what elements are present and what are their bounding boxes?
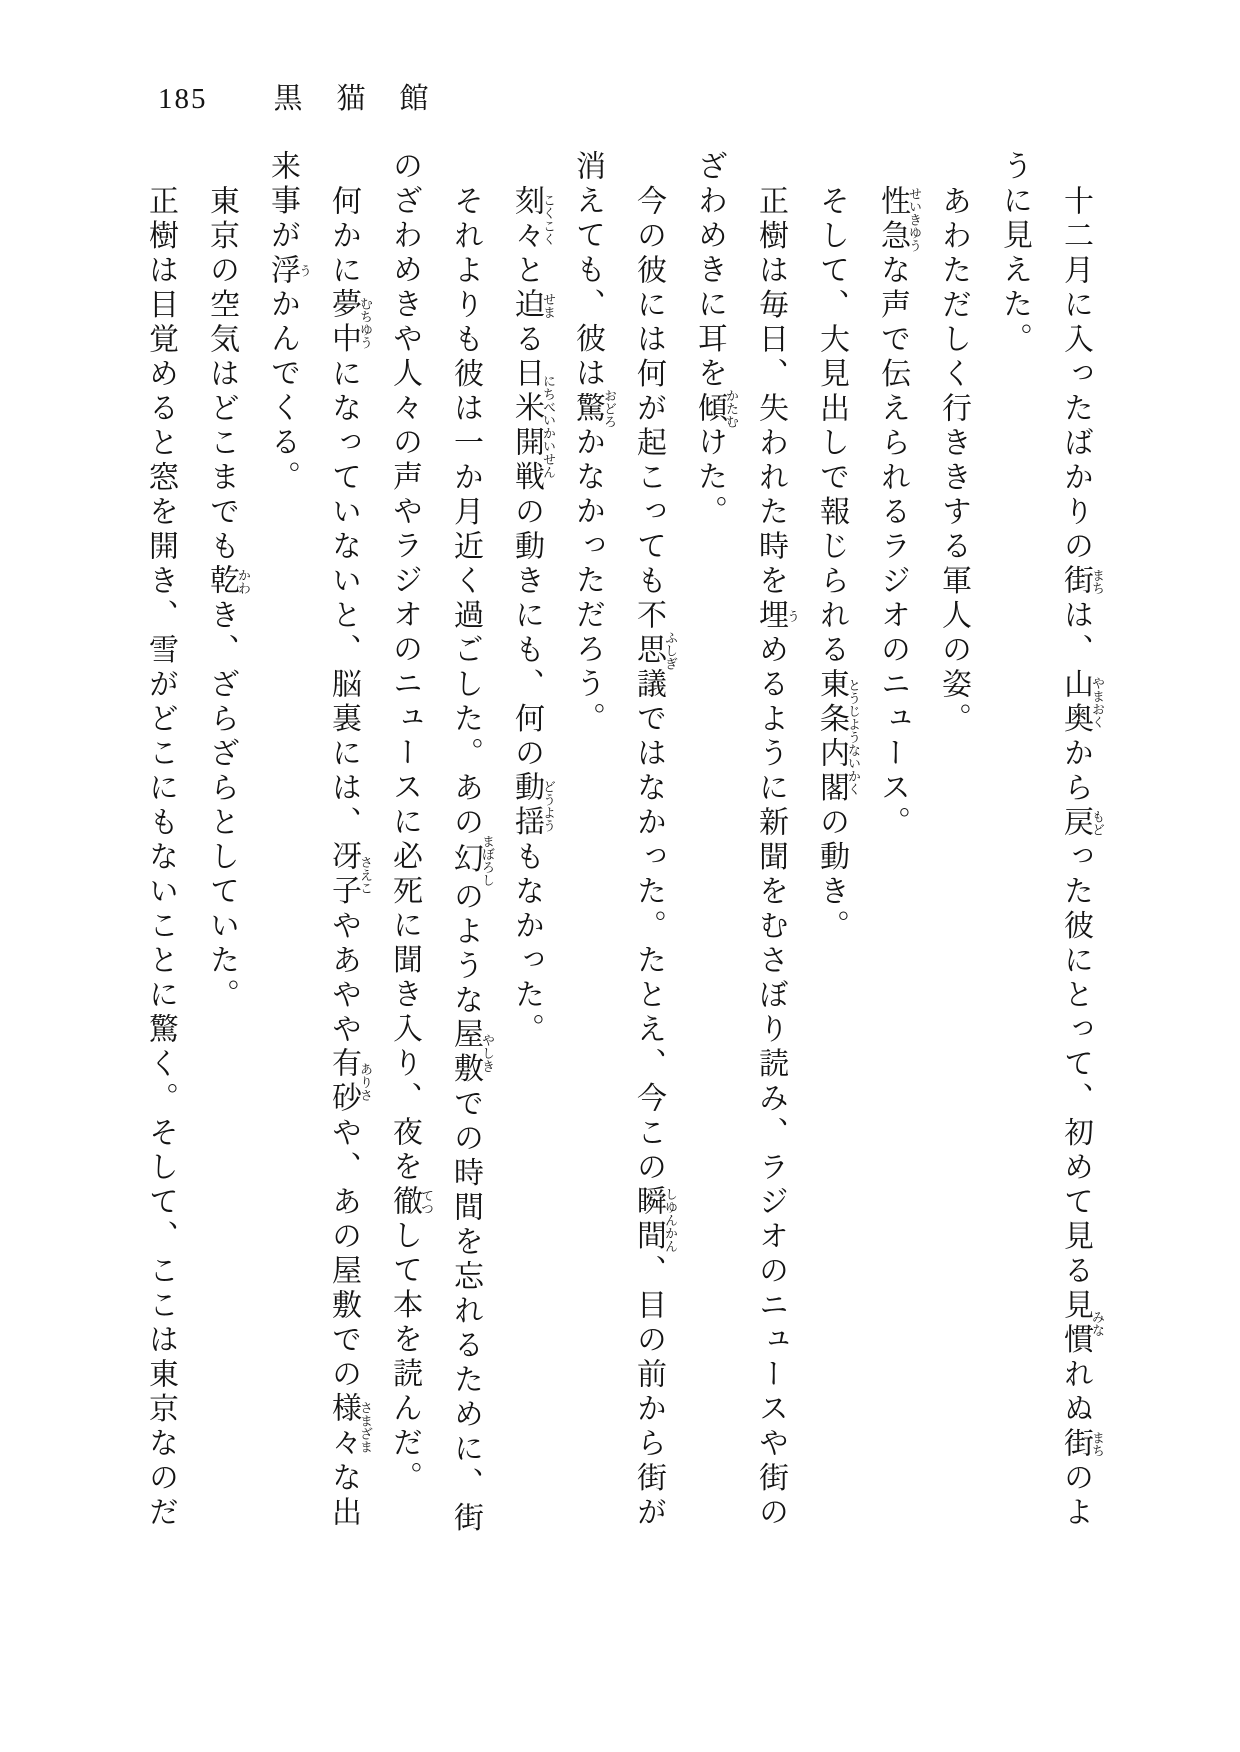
ruby-annotated-word: 東条内閣とうじようないかく — [815, 667, 861, 806]
text-line: うに見えた。 — [998, 150, 1031, 357]
text-line: あわただしく行ききする軍人の姿。 — [937, 184, 970, 737]
ruby-annotated-word: 見慣みな — [1059, 1288, 1105, 1358]
running-header — [158, 82, 463, 116]
text-line: 刻々こくこくと迫せまる日米開戦にちべいかいせんの動きにも、何の動揺どうようもなかった。 — [510, 184, 556, 1047]
ruby-annotated-word: 乾かわ — [205, 564, 251, 599]
ruby-annotated-word: 埋う — [754, 598, 800, 633]
ruby-annotated-word: 刻々こくこく — [510, 184, 556, 254]
ruby-annotated-word: 街まち — [1059, 564, 1105, 599]
ruby-annotated-word: 幻まぼろし — [449, 834, 495, 886]
ruby-annotated-word: 傾かたむ — [693, 389, 739, 429]
text-line: 十二月に入ったばかりの街まちは、山奥やまおくから戻もどった彼にとって、初めて見る見慣みなれぬ街まちのよ — [1059, 184, 1105, 1530]
text-line: 東京の空気はどこまでも乾かわき、ざらざらとしていた。 — [205, 184, 251, 1013]
page-number: 185 — [158, 83, 208, 115]
text-line: 何かに夢中むちゆうになっていないと、脳裏には、冴子さえこやあやや有砂ありさや、あの屋敷での様々さまざまな出 — [327, 184, 373, 1530]
ruby-annotated-word: 様々さまざま — [327, 1392, 373, 1461]
text-line: それよりも彼は一か月近く過ごした。あの幻まぼろしのような屋敷やしきでの時間を忘れるために、街 — [449, 184, 495, 1536]
ruby-annotated-word: 屋敷やしき — [449, 1018, 495, 1087]
ruby-annotated-word: 冴子さえこ — [327, 840, 373, 909]
text-line: のざわめきや人々の声やラジオのニュースに必死に聞き入り、夜を徹てつして本を読んだ。 — [388, 150, 434, 1496]
text-line: 正樹は毎日、失われた時を埋うめるように新聞をむさぼり読み、ラジオのニュースや街の — [754, 184, 800, 1530]
text-line: 消えても、彼は驚おどろかなかっただろう。 — [571, 150, 617, 737]
ruby-annotated-word: 瞬間しゆんかん — [632, 1185, 678, 1254]
ruby-annotated-word: 山奥やまおく — [1059, 667, 1105, 737]
ruby-annotated-word: 日米開戦にちべいかいせん — [510, 357, 556, 495]
text-line: 今の彼には何が起こっても不思議ふしぎではなかった。たとえ、今この瞬間しゆんかん、目の前から街が — [632, 184, 678, 1530]
ruby-annotated-word: 迫せま — [510, 288, 556, 323]
ruby-annotated-word: 街まち — [1059, 1426, 1105, 1461]
ruby-annotated-word: 徹てつ — [388, 1185, 434, 1220]
ruby-annotated-word: 不思議ふしぎ — [632, 598, 678, 702]
text-block — [130, 150, 1106, 1550]
text-line: ざわめきに耳を傾かたむけた。 — [693, 150, 739, 530]
ruby-annotated-word: 浮う — [266, 253, 312, 288]
ruby-annotated-word: 動揺どうよう — [510, 771, 556, 840]
ruby-annotated-word: 有砂ありさ — [327, 1047, 373, 1116]
text-line: 性急せいきゆうな声で伝えられるラジオのニュース。 — [876, 184, 922, 840]
book-title: 黒猫館 — [273, 83, 463, 115]
ruby-annotated-word: 戻もど — [1059, 805, 1105, 840]
ruby-annotated-word: 驚おどろ — [571, 389, 617, 429]
ruby-annotated-word: 夢中むちゆう — [327, 288, 373, 357]
text-line: 正樹は目覚めると窓を開き、雪がどこにもないことに驚く。そして、ここは東京なのだ — [144, 184, 177, 1530]
ruby-annotated-word: 性急せいきゆう — [876, 184, 922, 254]
text-line: 来事が浮うかんでくる。 — [266, 150, 312, 495]
text-line: そして、大見出しで報じられる東条内閣とうじようないかくの動き。 — [815, 184, 861, 944]
